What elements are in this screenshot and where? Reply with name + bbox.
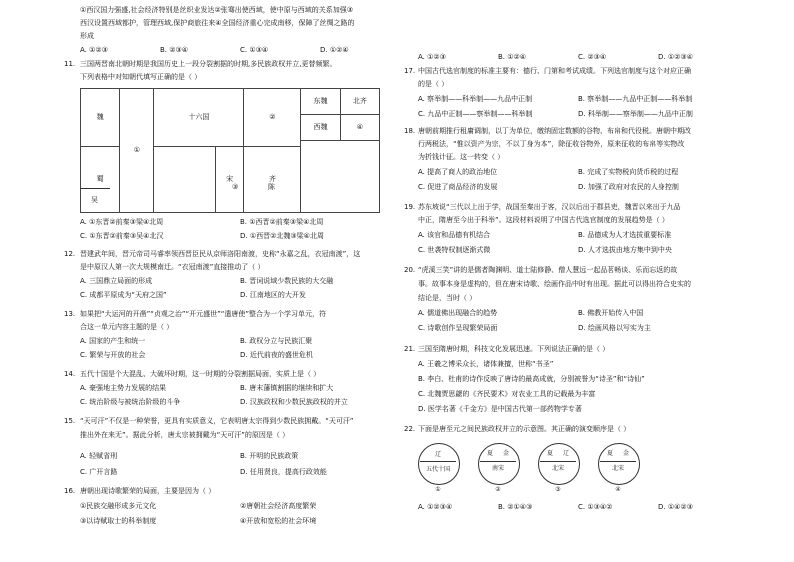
q18-option-c[interactable]: C. 促进了商品经济的发展 [418, 183, 498, 191]
q17-option-b[interactable]: B. 察举制——九品中正制——科举制 [578, 95, 693, 103]
q16-item: ③以诗赋取士的科举制度 [80, 517, 157, 525]
diagram-4-top-left: 夏 [606, 450, 613, 457]
q17-option-a[interactable]: A. 察举制——科举制——九品中正制 [418, 95, 533, 103]
q13-option-b[interactable]: B. 政权分立与民族汇聚 [240, 337, 313, 345]
q12-stem: 晋建武年间，晋元帝司马睿率领西晋臣民从京师洛阳南渡，史称“永嘉之乱，衣冠南渡”，这 [80, 250, 361, 258]
cell-song: 宋 [215, 147, 243, 213]
q14-option-b[interactable]: B. 唐末藩镇割据的继续和扩大 [240, 384, 334, 392]
q16-item: ①民族交融形成多元文化 [80, 502, 157, 510]
q19-option-a[interactable]: A. 该官和品德有机结合 [418, 231, 491, 239]
q12-option-a[interactable]: A. 三国鼎立局面的形成 [80, 277, 153, 285]
diagram-1-num: ① [435, 486, 441, 493]
q12-option-b[interactable]: B. 晋词说域少数民族的大交融 [240, 277, 334, 285]
q10-option-c[interactable]: C. ①③④ [240, 46, 269, 54]
cell-xiwei: 西魏 [301, 115, 340, 141]
q20-option-b[interactable]: B. 佛教开始传入中国 [578, 309, 644, 317]
q20-stem: “虎溪三笑”讲的是儒者陶渊明、道士陆修静、僧人慧远一起品茗畅谈、乐而忘返的故 [418, 266, 678, 274]
q10-option-a[interactable]: A. ①②③ [80, 46, 108, 54]
q18-option-d[interactable]: D. 加强了政府对农民的人身控制 [578, 183, 679, 191]
q17-stem: 的是（ ） [418, 80, 449, 88]
q21-option-b[interactable]: B. 李白、杜甫的诗作反映了唐诗的最高成就，分别被誉为“诗圣”和“诗仙” [418, 375, 645, 383]
cell-sixteen: 十六国 [154, 89, 244, 147]
q13-stem: 如果把“大运河的开凿”“贞观之治”“开元盛世”“遣唐使”整合为一个学习单元，符 [80, 310, 327, 318]
cell-shu: 蜀 [96, 175, 104, 184]
q11-stem: 下列表格中对知朝代填写正确的是（ ） [80, 73, 202, 81]
cell-chen: 陈 [268, 183, 275, 191]
q17-option-d[interactable]: D. 科举制——察举制——九品中正制 [578, 110, 693, 118]
question-number: 20. [404, 266, 416, 274]
q22-stem: 下面是唐至元之间民族政权并立的示意图。其正确的演变顺序是（ ） [418, 425, 631, 433]
q11-option-d[interactable]: D. ①西晋②北魏③梁④北周 [240, 232, 324, 240]
q20-option-a[interactable]: A. 儒道佛出现融合的趋势 [418, 309, 498, 317]
q19-stem: 苏东坡说“三代以上出于学，战国至秦出于客，汉以后出于郡县吏，魏晋以来出于九品 [418, 203, 681, 211]
cell-1: ① [120, 89, 154, 213]
diagram-2-top-left: 夏 [486, 450, 493, 457]
question-number: 17. [404, 67, 416, 75]
q18-stem: 行两税法，“惟以资产为宗，不以丁身为本”，除征收谷物外，原来征收的布帛等实物改 [418, 140, 685, 148]
question-number: 22. [404, 425, 416, 433]
q18-option-b[interactable]: B. 完成了实物税向货币税的过程 [578, 168, 679, 176]
q11-option-a[interactable]: A. ①东晋②前秦③梁④北周 [80, 218, 164, 226]
question-number: 16. [64, 487, 76, 495]
q16-option-c[interactable]: C. ②③④ [578, 53, 607, 61]
cell-qi-wrap [244, 147, 301, 213]
q18-stem: 为折钱计征。这一转变（ ） [418, 153, 505, 161]
q16-item: ④开放和宽松的社会环境 [240, 517, 317, 525]
q21-option-c[interactable]: C. 北魏贾思勰的《齐民要术》对农业工具的记载最为丰富 [418, 390, 596, 398]
question-number: 18. [404, 127, 416, 135]
q19-option-d[interactable]: D. 人才选拔由地方集中到中央 [578, 246, 672, 254]
q21-stem: 三国至隋唐时期，科技文化发展迅速。下列说法正确的是（ ） [418, 345, 610, 353]
diagram-4-top-right: 金 [622, 450, 629, 457]
q15-stem: 推出外在来无”。据此分析，唐太宗被拥戴为“天可汗”的原因是（ ） [80, 431, 290, 439]
diagram-2-top-right: 金 [502, 450, 509, 457]
q19-stem: 中正，隋唐至今出于科举”。这段材料说明了中国古代选官制度的发展趋势是（ ） [418, 216, 669, 224]
diagram-4-num: ④ [615, 486, 621, 493]
q19-option-c[interactable]: C. 世袭特权制逐渐式微 [418, 246, 491, 254]
q21-option-d[interactable]: D. 医学名著《千金方》是中国古代第一部药物学专著 [418, 405, 582, 413]
q15-option-a[interactable]: A. 轻赋省刑 [80, 452, 118, 460]
question-number: 11. [64, 60, 76, 68]
q14-option-d[interactable]: D. 汉族政权和少数民族政权的并立 [240, 398, 348, 406]
cell-wei: 魏 [81, 89, 120, 147]
q19-option-b[interactable]: B. 品德成为人才选拔重要标准 [578, 231, 672, 239]
q15-option-c[interactable]: C. 广开言路 [80, 468, 118, 476]
q22-option-d[interactable]: D. ①④②③ [658, 503, 693, 511]
diagram-1-bottom: 五代十国 [425, 466, 450, 473]
q13-option-d[interactable]: D. 近代前夜的盛世危机 [240, 351, 313, 359]
cell-dongwei: 东魏 [301, 89, 340, 115]
q18-option-a[interactable]: A. 提高了商人的政治地位 [418, 168, 498, 176]
cell-wu: 吴 [91, 196, 98, 204]
q12-option-d[interactable]: D. 江南地区的大开发 [240, 291, 306, 299]
cell-3: ③ [232, 183, 239, 191]
question-number: 21. [404, 345, 416, 353]
q14-option-a[interactable]: A. 豪强地主势力发展的结果 [80, 384, 167, 392]
diagram-3-num: ③ [555, 486, 561, 493]
q20-option-d[interactable]: D. 绘画风格以写实为主 [578, 324, 651, 332]
question-number: 14. [64, 370, 76, 378]
q15-option-d[interactable]: D. 任用贤良，提高行政效能 [240, 468, 327, 476]
q11-option-c[interactable]: C. ①东晋②前秦③吴④北汉 [80, 232, 164, 240]
q22-option-b[interactable]: B. ②①④③ [498, 503, 533, 511]
q14-option-c[interactable]: C. 统治阶级与被统治阶级的斗争 [80, 398, 181, 406]
cell-4: ④ [340, 115, 379, 141]
q20-stem: 事。故事本身是虚构的，但在唐宋诗歌、绘画作品中时有出现。据此可以得出符合史实的 [418, 280, 691, 288]
q20-stem: 结论是，当时（ ） [418, 294, 477, 302]
question-number: 13. [64, 310, 76, 318]
q10-line: ①西汉国力强盛,社会经济特别是丝织业发达②张骞出使西域，使中原与西域的关系加强③ [80, 6, 354, 14]
q17-stem: 中国古代选官制度的标准主要有：德行、门第和考试成绩。下列选官制度与这个对应正确 [418, 67, 691, 75]
q15-stem: “天可汗”不仅是一种荣誉，更具有实质意义，它表明唐太宗得到少数民族拥戴。“天可汗” [80, 417, 354, 425]
q12-stem: 是中原汉人第一次大规模南迁。“衣冠南渡”直接推动了（ ） [80, 263, 265, 271]
q16-stem: 唐朝出现诗歌繁荣的局面，主要是因为（ ） [80, 487, 216, 495]
question-number: 12. [64, 250, 76, 258]
q16-option-d[interactable]: D. ①②③④ [658, 53, 693, 61]
cell-qi: 齐 [268, 175, 276, 184]
q16-item: ②唐朝社会经济高度繁荣 [240, 502, 317, 510]
diagram-3-top-right: 辽 [562, 450, 569, 457]
q10-option-d[interactable]: D. ①②④ [320, 46, 349, 54]
cell-shu-wu [81, 147, 120, 213]
diagram-3-top-left: 夏 [546, 450, 553, 457]
diagram-1-top: 辽 [434, 451, 441, 458]
question-number: 15. [64, 417, 76, 425]
diagram-2-num: ② [495, 486, 501, 493]
q22-option-c[interactable]: C. ①③④② [578, 503, 613, 511]
diagram-3-bottom: 北宋 [551, 465, 564, 472]
question-number: 19. [404, 203, 416, 211]
cell-2: ② [244, 89, 301, 147]
q12-option-c[interactable]: C. 成都平原成为“天府之国” [80, 291, 167, 299]
q15-option-b[interactable]: B. 开明的民族政策 [240, 452, 299, 460]
q22-option-a[interactable]: A. ①②③④ [418, 503, 453, 511]
q11-option-b[interactable]: B. ①西晋②前秦③梁④北周 [240, 218, 324, 226]
dynasty-table [80, 88, 380, 213]
q21-option-a[interactable]: A. 王羲之博采众长，诸体兼擅，世称“书圣” [418, 360, 554, 368]
q13-option-a[interactable]: A. 国家的产生和统一 [80, 337, 146, 345]
q16-option-a[interactable]: A. ①②③ [418, 53, 446, 61]
cell-beiqi: 北齐 [340, 89, 379, 115]
q16-option-b[interactable]: B. ①②④ [498, 53, 527, 61]
q13-option-c[interactable]: C. 繁荣与开放的社会 [80, 351, 146, 359]
diagram-2-bottom: 南宋 [491, 465, 504, 472]
q14-stem: 五代十国是个大混乱、大破坏时期，这一时期的分裂割据局面，实质上是（ ） [80, 370, 321, 378]
q13-stem: 合这一单元内容主题的是（ ） [80, 323, 174, 331]
q10-option-b[interactable]: B. ②③④ [160, 46, 189, 54]
q11-stem: 三国两晋南北朝时期是我国历史上一段分裂割据的时期,多民族政权并立,更替频繁。 [80, 60, 337, 68]
q20-option-c[interactable]: C. 诗歌创作呈现繁荣局面 [418, 324, 498, 332]
q10-line: 西汉设置西域都护，管理西域,保护商旅往来④全国经济重心完成南移，保障了丝绸之路的 [80, 19, 355, 27]
q18-stem: 唐朝前期推行租庸调制，以丁为单位，缴纳固定数额的谷物、布帛和代役税。唐朝中期改 [418, 127, 691, 135]
diagram-4-bottom: 北宋 [611, 465, 624, 472]
q17-option-c[interactable]: C. 九品中正制——察举制——科举制 [418, 110, 533, 118]
q10-line: 形成 [80, 32, 94, 40]
